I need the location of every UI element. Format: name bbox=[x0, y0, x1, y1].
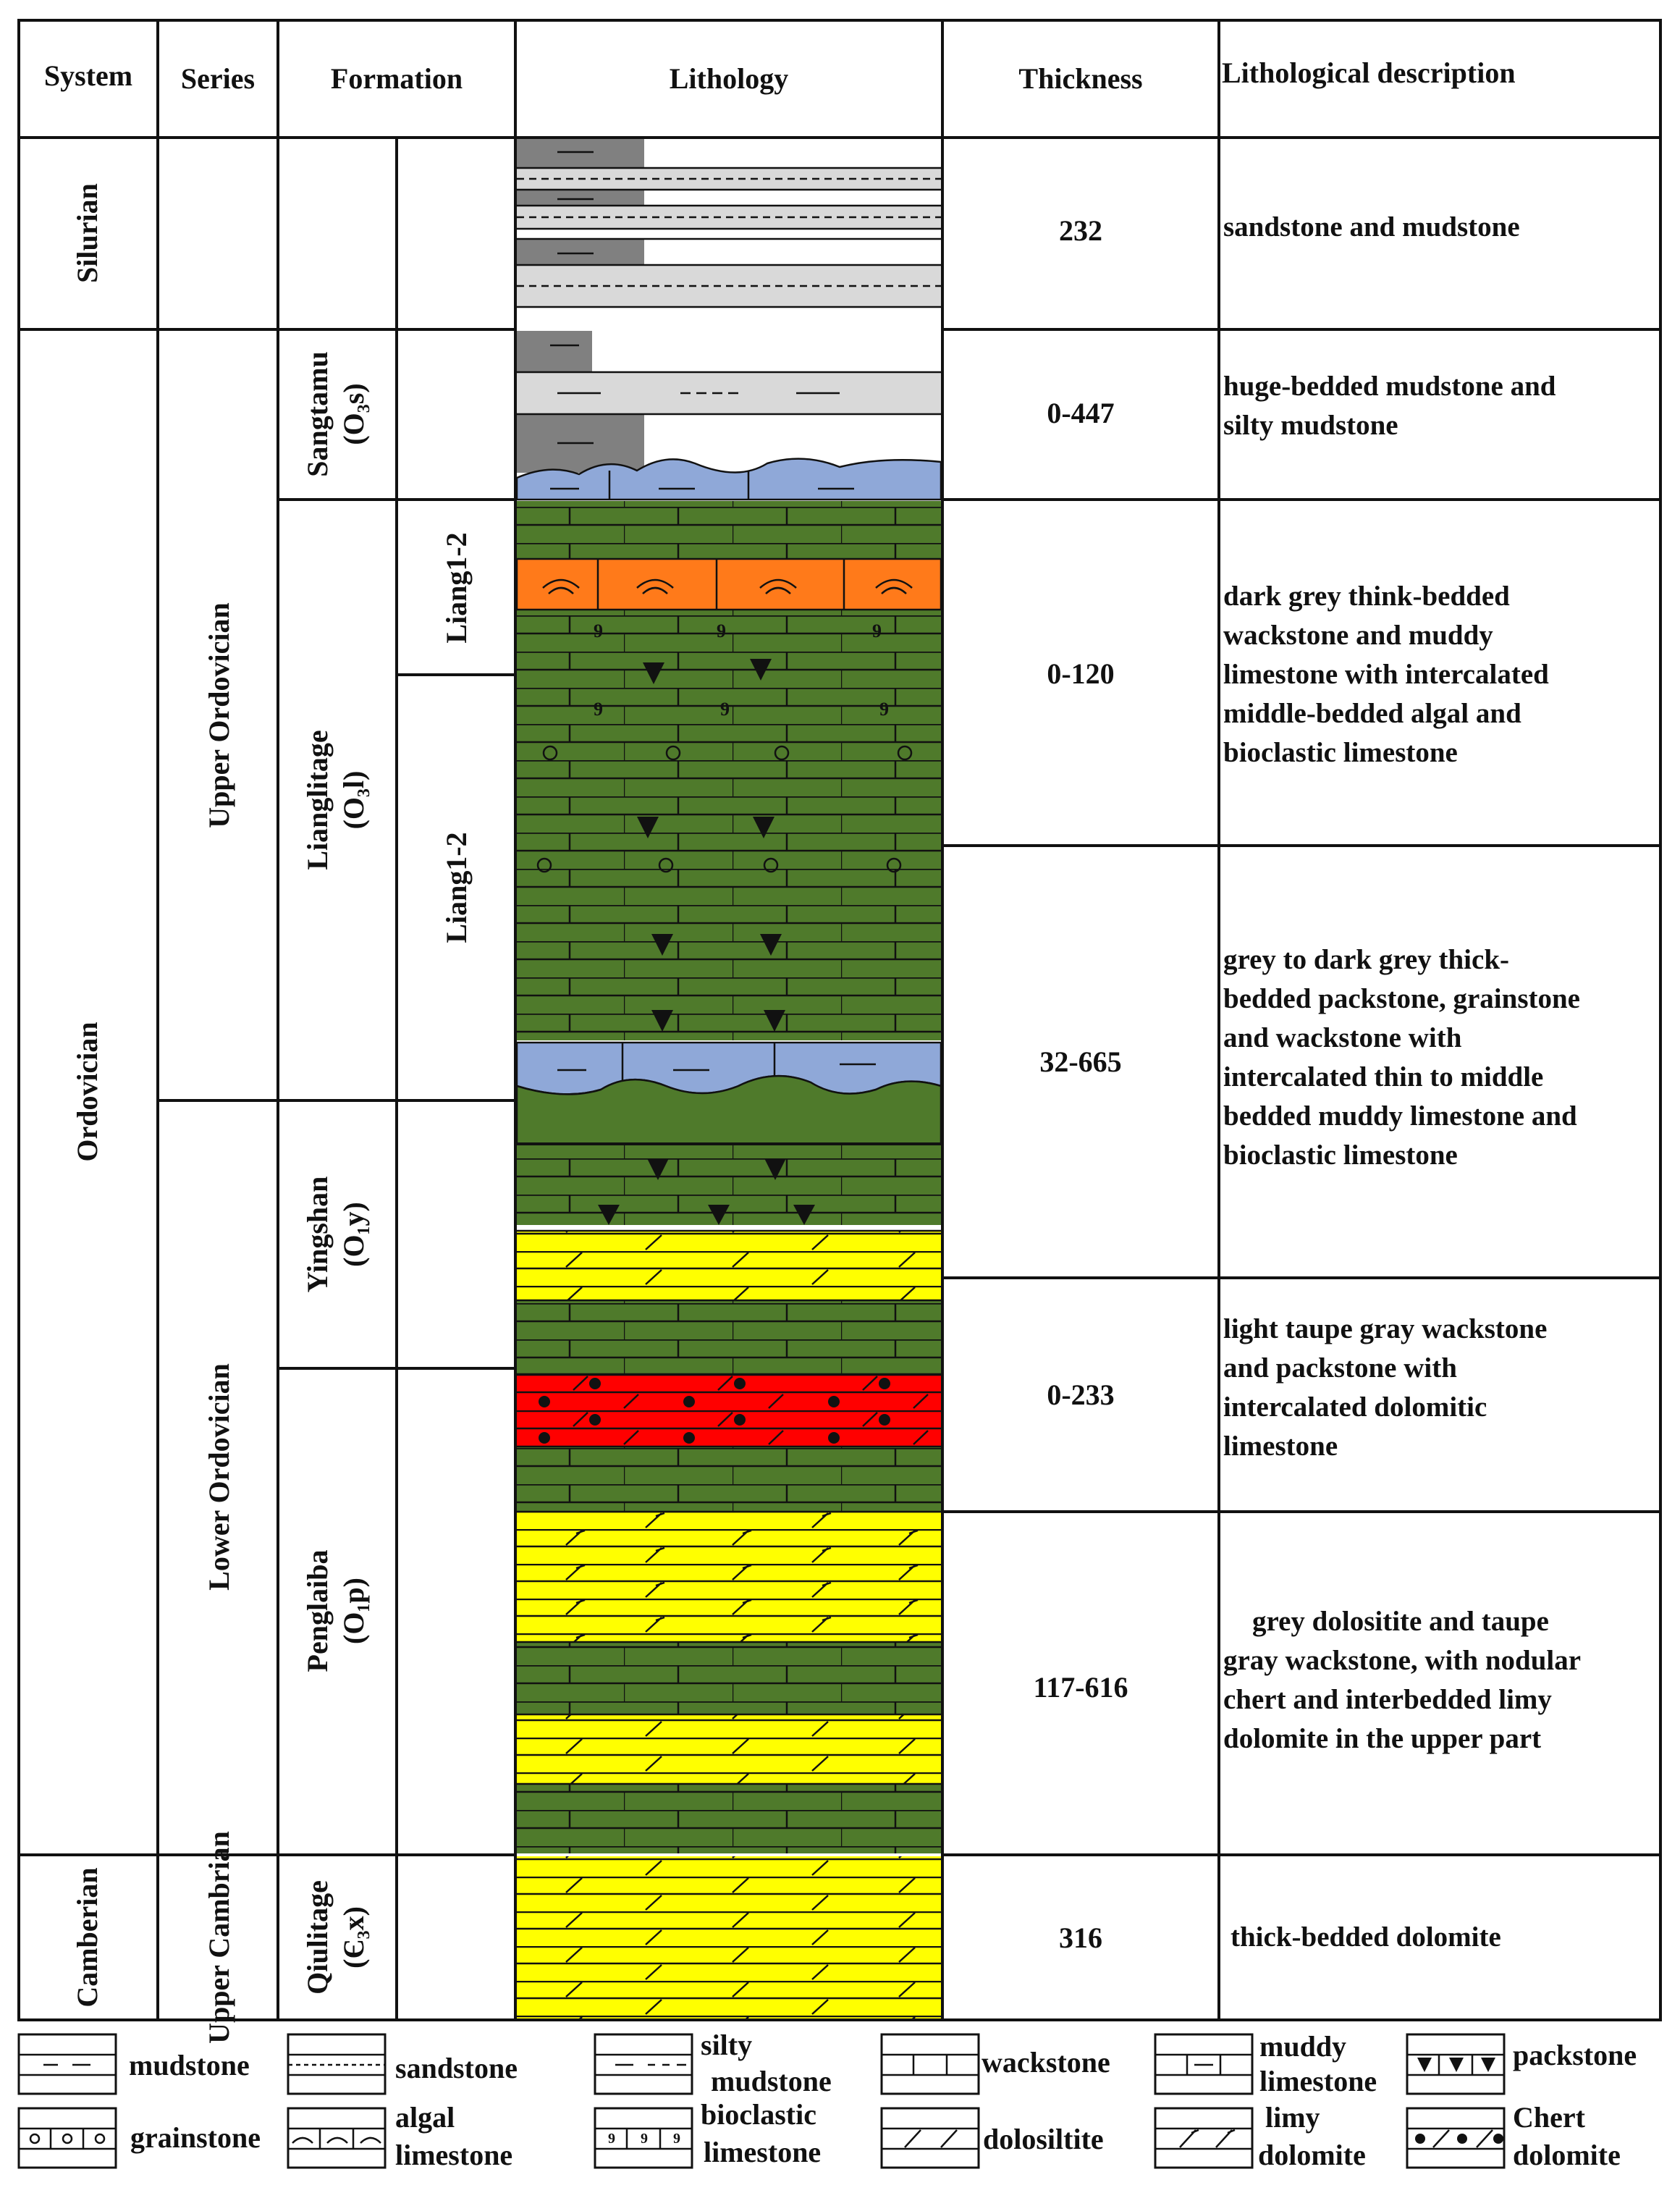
member-liang-lower: Liang1-2 bbox=[440, 832, 473, 943]
description-line: limestone bbox=[1223, 1431, 1338, 1462]
svg-text:9: 9 bbox=[608, 2131, 615, 2147]
description-line: dolomite in the upper part bbox=[1223, 1723, 1542, 1754]
svg-text:9: 9 bbox=[641, 2131, 648, 2147]
mudstone-bed bbox=[517, 139, 644, 168]
formation-qiulitage-name: Qiulitage bbox=[301, 1880, 334, 1995]
legend-label-limy-dolomite-2: dolomite bbox=[1258, 2139, 1366, 2171]
description-line: bioclastic limestone bbox=[1223, 1140, 1458, 1171]
legend-label-silty-mudstone: silty bbox=[701, 2029, 753, 2061]
header-description: Lithological description bbox=[1222, 56, 1516, 89]
series-upper-ordovician: Upper Ordovician bbox=[203, 602, 235, 828]
thickness-silurian: 232 bbox=[1059, 214, 1102, 247]
svg-text:9: 9 bbox=[594, 620, 603, 641]
vertical-labels bbox=[71, 183, 473, 2044]
legend-label-silty-mudstone-2: mudstone bbox=[711, 2065, 832, 2097]
svg-text:9: 9 bbox=[872, 620, 882, 641]
svg-text:9: 9 bbox=[673, 2131, 680, 2147]
series-upper-cambrian: Upper Cambrian bbox=[203, 1831, 235, 2044]
legend bbox=[19, 2029, 1637, 2171]
dolosiltite-beds bbox=[517, 1856, 941, 2018]
formation-sangtamu-name: Sangtamu bbox=[301, 351, 334, 477]
svg-text:9: 9 bbox=[594, 699, 603, 720]
descriptions bbox=[1223, 211, 1581, 1953]
description-line: dark grey think-bedded bbox=[1223, 581, 1510, 612]
series-lower-ordovician: Lower Ordovician bbox=[203, 1363, 235, 1591]
mudstone-bed bbox=[517, 190, 644, 206]
thickness-qiulitage: 316 bbox=[1059, 1921, 1102, 1954]
formation-lianglitage-name: Lianglitage bbox=[301, 730, 334, 870]
legend-label-grainstone: grainstone bbox=[130, 2121, 261, 2154]
svg-text:9: 9 bbox=[879, 699, 889, 720]
legend-swatch-grainstone bbox=[19, 2108, 116, 2168]
limestone-beds bbox=[517, 1784, 941, 1853]
system-camberian: Camberian bbox=[71, 1867, 104, 2008]
mudstone-bed bbox=[517, 239, 644, 265]
legend-label-chert-dolomite: Chert bbox=[1513, 2101, 1585, 2134]
header-system: System bbox=[43, 59, 133, 92]
legend-label-algal-limestone-2: limestone bbox=[395, 2139, 513, 2171]
description-line: sandstone and mudstone bbox=[1223, 211, 1520, 243]
legend-label-bioclastic-limestone: bioclastic bbox=[701, 2098, 816, 2131]
system-silurian: Silurian bbox=[71, 183, 104, 283]
limestone-beds bbox=[517, 1447, 941, 1512]
svg-text:9: 9 bbox=[720, 699, 730, 720]
system-ordovician: Ordovician bbox=[71, 1022, 104, 1162]
description-line: thick-bedded dolomite bbox=[1231, 1921, 1501, 1953]
algal-limestone-bed bbox=[517, 559, 941, 610]
description-line: middle-bedded algal and bbox=[1223, 698, 1521, 729]
legend-label-bioclastic-limestone-2: limestone bbox=[704, 2136, 822, 2168]
description-line: grey to dark grey thick- bbox=[1223, 944, 1510, 975]
dolosiltite-beds bbox=[517, 1714, 941, 1784]
thickness-values bbox=[1033, 214, 1128, 1954]
legend-swatch-limy-dolomite bbox=[1155, 2108, 1252, 2168]
thickness-liang-upper: 0-120 bbox=[1047, 657, 1115, 690]
formation-lianglitage-code: (O₃l) bbox=[337, 770, 370, 830]
formation-sangtamu-code: (O₃s) bbox=[337, 383, 370, 445]
formation-penglaiba-code: (O₁p) bbox=[337, 1578, 370, 1644]
legend-label-sandstone: sandstone bbox=[395, 2052, 518, 2084]
legend-label-mudstone: mudstone bbox=[129, 2049, 250, 2081]
chert-dolomite-bed bbox=[517, 1374, 941, 1447]
description-line: grey dolositite and taupe bbox=[1252, 1606, 1549, 1637]
description-line: gray wackstone, with nodular bbox=[1223, 1645, 1582, 1676]
description-line: bedded muddy limestone and bbox=[1223, 1100, 1577, 1132]
description-line: huge-bedded mudstone and bbox=[1223, 371, 1556, 402]
limestone-beds bbox=[517, 1300, 941, 1374]
lithology-column bbox=[515, 139, 942, 2018]
dolosiltite-beds bbox=[517, 1231, 941, 1300]
legend-swatch-mudstone bbox=[19, 2034, 116, 2094]
thickness-liang-lower: 32-665 bbox=[1039, 1045, 1122, 1078]
legend-label-packstone: packstone bbox=[1513, 2039, 1637, 2071]
description-line: bedded packstone, grainstone bbox=[1223, 983, 1580, 1014]
description-line: and wackstone with bbox=[1223, 1022, 1462, 1053]
formation-penglaiba-name: Penglaiba bbox=[301, 1549, 334, 1672]
description-line: intercalated thin to middle bbox=[1223, 1061, 1544, 1093]
description-line: intercalated dolomitic bbox=[1223, 1392, 1487, 1423]
thickness-yingshan: 0-233 bbox=[1047, 1378, 1115, 1411]
thickness-sangtamu: 0-447 bbox=[1047, 397, 1115, 429]
legend-label-algal-limestone: algal bbox=[395, 2101, 455, 2134]
mudstone-bed bbox=[517, 331, 592, 371]
legend-label-wackstone: wackstone bbox=[982, 2046, 1110, 2079]
legend-label-limy-dolomite: limy bbox=[1265, 2101, 1320, 2134]
legend-label-dolosiltite: dolosiltite bbox=[983, 2123, 1104, 2155]
description-line: bioclastic limestone bbox=[1223, 737, 1458, 768]
legend-label-muddy-limestone-2: limestone bbox=[1259, 2065, 1377, 2097]
header-thickness: Thickness bbox=[1018, 62, 1143, 95]
header-formation: Formation bbox=[330, 62, 463, 95]
legend-swatch-dolosiltite bbox=[882, 2108, 979, 2168]
formation-yingshan-name: Yingshan bbox=[301, 1176, 334, 1293]
description-line: wackstone and muddy bbox=[1223, 620, 1493, 651]
legend-swatch-wackstone bbox=[882, 2034, 979, 2094]
description-line: chert and interbedded limy bbox=[1223, 1684, 1552, 1715]
member-liang-upper: Liang1-2 bbox=[440, 532, 473, 644]
thickness-penglaiba: 117-616 bbox=[1033, 1671, 1128, 1704]
legend-label-muddy-limestone: muddy bbox=[1259, 2030, 1347, 2063]
limestone-beds bbox=[517, 1145, 941, 1225]
column-headers bbox=[44, 56, 1516, 95]
description-line: light taupe gray wackstone bbox=[1223, 1313, 1548, 1344]
legend-label-chert-dolomite-2: dolomite bbox=[1513, 2139, 1621, 2171]
limy-dolomite-beds bbox=[517, 1512, 941, 1642]
description-line: limestone with intercalated bbox=[1223, 659, 1549, 690]
description-line: and packstone with bbox=[1223, 1352, 1457, 1384]
description-line: silty mudstone bbox=[1223, 410, 1398, 441]
formation-yingshan-code: (O₁y) bbox=[337, 1202, 370, 1267]
limestone-beds bbox=[517, 1642, 941, 1714]
muddy-limestone-bed bbox=[517, 1043, 941, 1094]
header-lithology: Lithology bbox=[669, 62, 789, 95]
formation-qiulitage-code: (Є₃x) bbox=[337, 1906, 370, 1969]
svg-text:9: 9 bbox=[717, 620, 726, 641]
header-series: Series bbox=[180, 62, 256, 95]
